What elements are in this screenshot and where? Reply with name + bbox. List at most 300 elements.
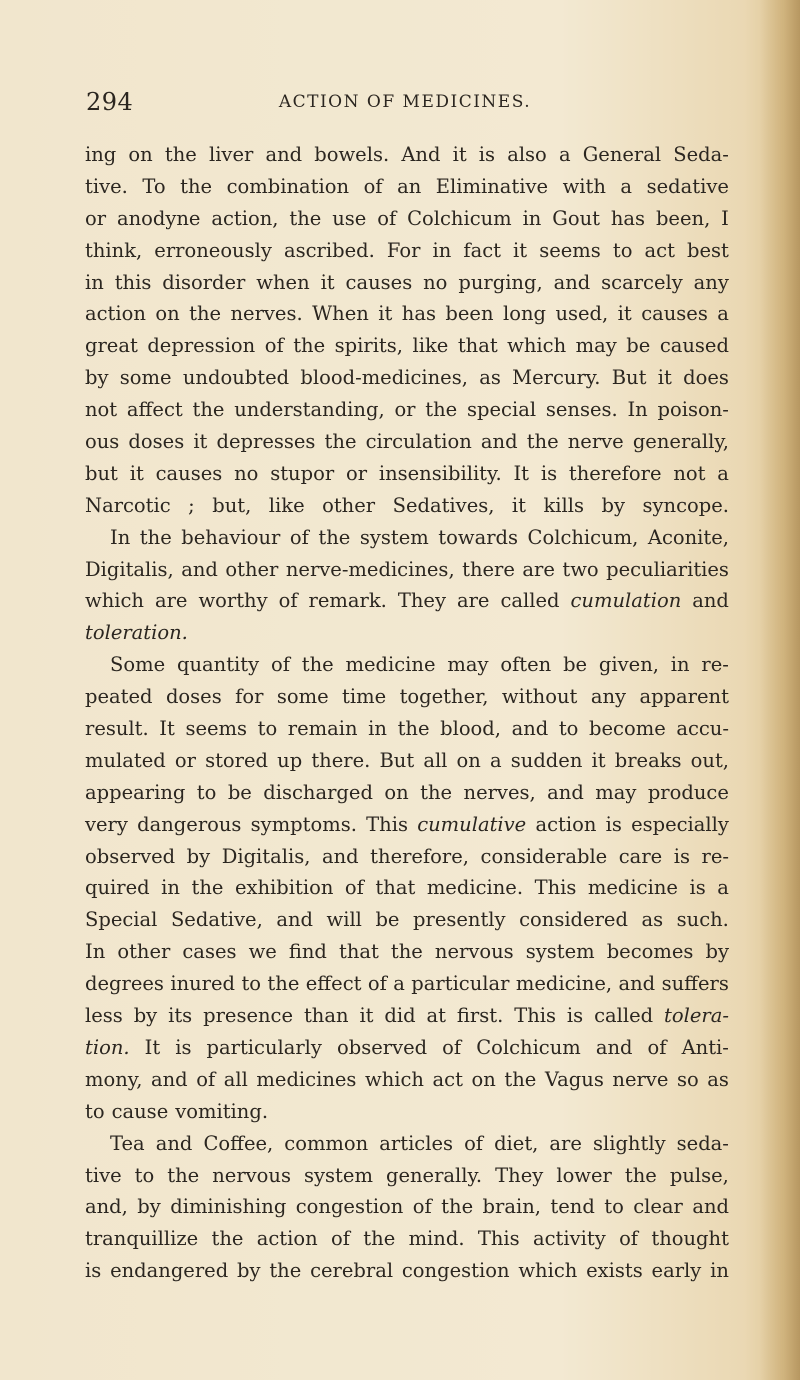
- word: kills: [543, 493, 585, 517]
- word: the: [192, 398, 225, 422]
- word: is: [605, 812, 622, 836]
- word: up: [277, 748, 303, 772]
- word: Digitalis,: [221, 844, 311, 868]
- word: and: [547, 780, 584, 804]
- word: as: [479, 366, 501, 390]
- word: tive.: [85, 174, 128, 198]
- word: is: [689, 876, 706, 900]
- text-line: [85, 235, 729, 267]
- word: endangered: [110, 1259, 229, 1283]
- word: are: [522, 557, 555, 581]
- word: In: [110, 525, 131, 549]
- word: Colchicum: [407, 206, 512, 230]
- word: cases: [182, 940, 237, 964]
- text-line: [85, 298, 729, 330]
- word: dangerous: [137, 812, 242, 836]
- word: it: [129, 461, 144, 485]
- word: Some: [110, 653, 166, 677]
- word: causes: [641, 302, 708, 326]
- word: But: [379, 748, 415, 772]
- word: toleration.: [85, 621, 188, 645]
- word: has: [401, 302, 436, 326]
- word: but,: [212, 493, 252, 517]
- word: apparent: [639, 685, 729, 709]
- word: we: [248, 940, 277, 964]
- word: Vagus: [544, 1067, 604, 1091]
- word: first.: [456, 1004, 504, 1028]
- word: the: [390, 940, 423, 964]
- word: But: [611, 366, 647, 390]
- word: a: [620, 174, 633, 198]
- word: presence: [203, 1004, 294, 1028]
- word: may: [595, 780, 637, 804]
- word: called: [594, 1004, 654, 1028]
- word: This: [477, 1227, 520, 1251]
- word: senses.: [545, 398, 618, 422]
- word: than: [303, 1004, 349, 1028]
- word: articles: [379, 1131, 454, 1155]
- word: of: [331, 1227, 350, 1251]
- word: its: [168, 1004, 193, 1028]
- word: the: [363, 1227, 396, 1251]
- word: the: [526, 430, 559, 454]
- word: the: [189, 302, 222, 326]
- word: depresses: [216, 430, 316, 454]
- word: in: [161, 876, 180, 900]
- word: ous: [85, 430, 120, 454]
- word: may: [447, 653, 489, 677]
- word: does: [683, 366, 729, 390]
- word: Special: [85, 908, 158, 932]
- word: cumulative: [417, 812, 527, 836]
- word: or: [85, 206, 107, 230]
- text-line: [85, 841, 729, 873]
- word: slightly: [592, 1131, 666, 1155]
- text-line: [85, 1191, 729, 1223]
- text-line: [85, 522, 729, 554]
- word: and: [692, 589, 729, 613]
- page-header: [86, 88, 724, 118]
- word: such.: [676, 908, 729, 932]
- word: which: [507, 334, 567, 358]
- word: Sedatives,: [392, 493, 495, 517]
- word: by: [705, 940, 729, 964]
- word: the: [397, 717, 430, 741]
- word: tion.: [85, 1035, 130, 1059]
- word: worthy: [198, 589, 268, 613]
- word: stored: [205, 748, 269, 772]
- word: very: [85, 812, 128, 836]
- word: and: [321, 844, 359, 868]
- word: insensibility.: [378, 461, 502, 485]
- word: Narcotic: [85, 493, 171, 517]
- text-line: [85, 617, 729, 649]
- word: on: [456, 748, 481, 772]
- word: nerve: [567, 430, 624, 454]
- word: observed: [336, 1035, 428, 1059]
- word: It: [144, 1035, 161, 1059]
- word: of: [412, 1195, 432, 1219]
- word: it: [359, 1004, 374, 1028]
- word: been: [445, 302, 494, 326]
- word: by: [186, 844, 211, 868]
- word: of: [464, 1131, 484, 1155]
- text-line: [85, 872, 729, 904]
- word: and: [480, 430, 518, 454]
- word: the: [420, 780, 453, 804]
- word: tive: [85, 1163, 122, 1187]
- word: a: [558, 143, 571, 166]
- word: seems: [539, 238, 601, 262]
- text-line: [85, 777, 729, 809]
- word: act: [432, 1067, 463, 1091]
- word: combination: [226, 174, 350, 198]
- word: To: [142, 174, 166, 198]
- word: is: [540, 461, 558, 485]
- text-line: [85, 745, 729, 777]
- word: generally.: [385, 1163, 483, 1187]
- word: all: [423, 748, 448, 772]
- word: mulated: [85, 748, 166, 772]
- word: action: [535, 812, 597, 836]
- text-line: [85, 458, 729, 490]
- word: nerves,: [463, 780, 536, 804]
- word: medicine.: [426, 876, 524, 900]
- word: by: [601, 493, 626, 517]
- word: nervous: [434, 940, 514, 964]
- text-line: [85, 1064, 729, 1096]
- word: and: [553, 270, 591, 294]
- word: also: [507, 143, 547, 166]
- word: scarcely: [601, 270, 683, 294]
- word: of: [363, 174, 383, 198]
- word: as: [641, 908, 664, 932]
- word: mind.: [408, 1227, 465, 1251]
- word: towards: [438, 525, 519, 549]
- word: great: [85, 334, 138, 358]
- word: the: [425, 398, 458, 422]
- word: nervous: [212, 1163, 291, 1187]
- word: disorder: [162, 270, 246, 294]
- word: And: [401, 143, 441, 166]
- word: not: [673, 461, 706, 485]
- word: the: [167, 1163, 200, 1187]
- word: observed: [85, 844, 176, 868]
- word: are: [154, 589, 188, 613]
- word: other: [322, 493, 376, 517]
- word: has: [610, 206, 646, 230]
- word: In: [627, 398, 648, 422]
- word: of: [344, 876, 364, 900]
- text-line: [85, 394, 729, 426]
- word: of: [619, 1227, 639, 1251]
- word: the: [289, 206, 322, 230]
- word: so: [676, 1067, 699, 1091]
- word: find: [288, 940, 327, 964]
- word: and: [511, 717, 549, 741]
- word: is: [673, 844, 690, 868]
- word: seda-: [676, 1131, 729, 1155]
- word: congestion: [401, 1259, 510, 1283]
- page-number: 294: [86, 88, 134, 116]
- word: like: [412, 334, 449, 358]
- word: action: [85, 302, 146, 326]
- text-line: [85, 267, 729, 299]
- word: that: [457, 334, 498, 358]
- word: best: [687, 238, 729, 262]
- word: of: [196, 1067, 216, 1091]
- word: ;: [188, 493, 195, 517]
- word: but: [85, 461, 118, 485]
- word: Seda-: [673, 143, 729, 166]
- word: a: [717, 302, 729, 326]
- word: seems: [185, 717, 248, 741]
- word: lower: [556, 1163, 612, 1187]
- word: medicines: [256, 1067, 357, 1091]
- word: quantity: [176, 653, 260, 677]
- word: thought: [651, 1227, 729, 1251]
- word: in: [710, 1259, 729, 1283]
- word: in: [85, 270, 104, 294]
- word: in: [368, 717, 387, 741]
- word: breaks: [614, 748, 682, 772]
- text-line: [85, 1032, 729, 1064]
- word: the: [504, 1067, 537, 1091]
- word: affect: [126, 398, 183, 422]
- word: sedative: [646, 174, 729, 198]
- word: be: [227, 780, 252, 804]
- word: therefore: [568, 461, 662, 485]
- word: understanding,: [234, 398, 385, 422]
- word: common: [284, 1131, 369, 1155]
- word: of: [442, 1035, 462, 1059]
- word: poison-: [657, 398, 729, 422]
- word: and: [155, 1131, 193, 1155]
- word: For: [386, 238, 421, 262]
- word: some: [276, 685, 329, 709]
- word: any: [693, 270, 729, 294]
- word: therefore,: [370, 844, 469, 868]
- word: vomiting.: [175, 1099, 269, 1123]
- word: inured: [170, 972, 236, 996]
- word: exists: [586, 1259, 643, 1283]
- word: anodyne: [116, 206, 201, 230]
- word: and: [276, 908, 313, 932]
- word: by: [237, 1259, 261, 1283]
- word: ing: [85, 143, 117, 166]
- word: suffers: [661, 972, 729, 996]
- word: any: [590, 685, 627, 709]
- word: which: [85, 589, 144, 613]
- word: the: [293, 334, 326, 358]
- text-line: [85, 426, 729, 458]
- word: as: [707, 1067, 729, 1091]
- word: in: [522, 206, 542, 230]
- word: and: [181, 557, 218, 581]
- word: activity: [533, 1227, 606, 1251]
- word: are: [549, 1131, 582, 1155]
- text-line: [85, 1128, 729, 1160]
- word: Aconite,: [647, 525, 729, 549]
- word: it: [617, 302, 632, 326]
- word: all: [223, 1067, 248, 1091]
- word: quired: [85, 876, 150, 900]
- word: and: [618, 972, 656, 996]
- word: pulse,: [669, 1163, 729, 1187]
- word: cumulation: [570, 589, 682, 613]
- word: Gout: [552, 206, 600, 230]
- word: medicine: [345, 653, 436, 677]
- word: there: [462, 557, 515, 581]
- word: system: [525, 940, 595, 964]
- word: of: [367, 972, 387, 996]
- word: the: [139, 525, 172, 549]
- word: think,: [85, 238, 143, 262]
- word: accu-: [676, 717, 729, 741]
- word: to: [604, 1195, 624, 1219]
- word: and,: [85, 1195, 128, 1219]
- word: blood-medicines,: [300, 366, 468, 390]
- word: it: [452, 143, 467, 166]
- word: it: [511, 493, 526, 517]
- word: nerve-medicines,: [285, 557, 455, 581]
- text-line: [85, 1000, 729, 1032]
- word: which: [365, 1067, 424, 1091]
- word: Eliminative: [435, 174, 549, 198]
- word: by: [133, 1004, 158, 1028]
- word: diminishing: [170, 1195, 287, 1219]
- word: may: [575, 334, 617, 358]
- text-line: [85, 585, 729, 617]
- word: other: [117, 940, 171, 964]
- word: result.: [85, 717, 149, 741]
- word: medicine: [587, 876, 678, 900]
- word: the: [164, 143, 197, 166]
- word: It: [159, 717, 175, 741]
- text-line: [85, 649, 729, 681]
- word: the: [269, 1259, 302, 1283]
- word: in: [432, 238, 452, 262]
- word: in: [670, 653, 690, 677]
- word: re-: [701, 653, 729, 677]
- word: a: [717, 461, 729, 485]
- word: tolera-: [664, 1004, 729, 1028]
- word: re-: [701, 844, 729, 868]
- word: which: [518, 1259, 578, 1283]
- word: that: [338, 940, 379, 964]
- word: stupor: [270, 461, 335, 485]
- word: remain: [287, 717, 358, 741]
- word: at: [426, 1004, 446, 1028]
- word: of: [264, 334, 284, 358]
- word: ascribed.: [283, 238, 375, 262]
- word: for: [235, 685, 264, 709]
- word: together,: [399, 685, 489, 709]
- word: This: [514, 1004, 556, 1028]
- word: out,: [690, 748, 729, 772]
- word: like: [268, 493, 305, 517]
- word: system: [304, 1163, 373, 1187]
- word: the: [191, 876, 224, 900]
- word: it: [378, 302, 393, 326]
- word: is: [566, 1004, 584, 1028]
- word: on: [155, 302, 180, 326]
- word: there.: [311, 748, 371, 772]
- word: causes: [155, 461, 223, 485]
- word: the: [324, 430, 357, 454]
- word: This: [366, 812, 408, 836]
- text-line: [85, 362, 729, 394]
- text-line: [85, 968, 729, 1000]
- word: clear: [633, 1195, 683, 1219]
- word: doses: [165, 685, 222, 709]
- word: the: [267, 972, 300, 996]
- word: tend: [550, 1195, 595, 1219]
- running-title: ACTION OF MEDICINES.: [278, 92, 532, 112]
- word: fact: [463, 238, 501, 262]
- word: tranquillize: [85, 1227, 199, 1251]
- word: particular: [411, 972, 510, 996]
- word: produce: [647, 780, 729, 804]
- word: called: [500, 589, 560, 613]
- word: and: [595, 1035, 633, 1059]
- word: to: [134, 1163, 155, 1187]
- word: congestion: [295, 1195, 404, 1219]
- text-line: [85, 1255, 729, 1287]
- word: given,: [598, 653, 659, 677]
- word: a: [489, 748, 502, 772]
- word: care: [618, 844, 663, 868]
- word: effect: [305, 972, 362, 996]
- word: long: [502, 302, 546, 326]
- word: They: [495, 1163, 544, 1187]
- text-line: [85, 809, 729, 841]
- word: liver: [208, 143, 254, 166]
- word: by: [85, 366, 109, 390]
- word: particularly: [206, 1035, 322, 1059]
- word: presently: [413, 908, 506, 932]
- word: circulation: [365, 430, 472, 454]
- word: Digitalis,: [85, 557, 174, 581]
- word: generally,: [632, 430, 729, 454]
- word: time: [342, 685, 387, 709]
- word: Coffee,: [203, 1131, 274, 1155]
- word: will: [326, 908, 362, 932]
- word: to: [241, 972, 262, 996]
- word: without: [501, 685, 578, 709]
- word: diet,: [494, 1131, 539, 1155]
- text-line: [85, 171, 729, 203]
- word: when: [256, 270, 310, 294]
- text-line: [85, 1160, 729, 1192]
- word: to: [612, 238, 633, 262]
- text-line: [85, 1223, 729, 1255]
- word: Anti-: [681, 1035, 729, 1059]
- text-line: [85, 681, 729, 713]
- word: often: [500, 653, 552, 677]
- word: be: [626, 334, 651, 358]
- word: this: [114, 270, 152, 294]
- word: Colchicum: [476, 1035, 581, 1059]
- word: special: [467, 398, 537, 422]
- text-line: [85, 490, 729, 522]
- word: is: [478, 143, 496, 166]
- text-line: [85, 139, 729, 171]
- text-line: [85, 936, 729, 968]
- word: or: [174, 748, 196, 772]
- word: it: [193, 430, 208, 454]
- text-line: [85, 330, 729, 362]
